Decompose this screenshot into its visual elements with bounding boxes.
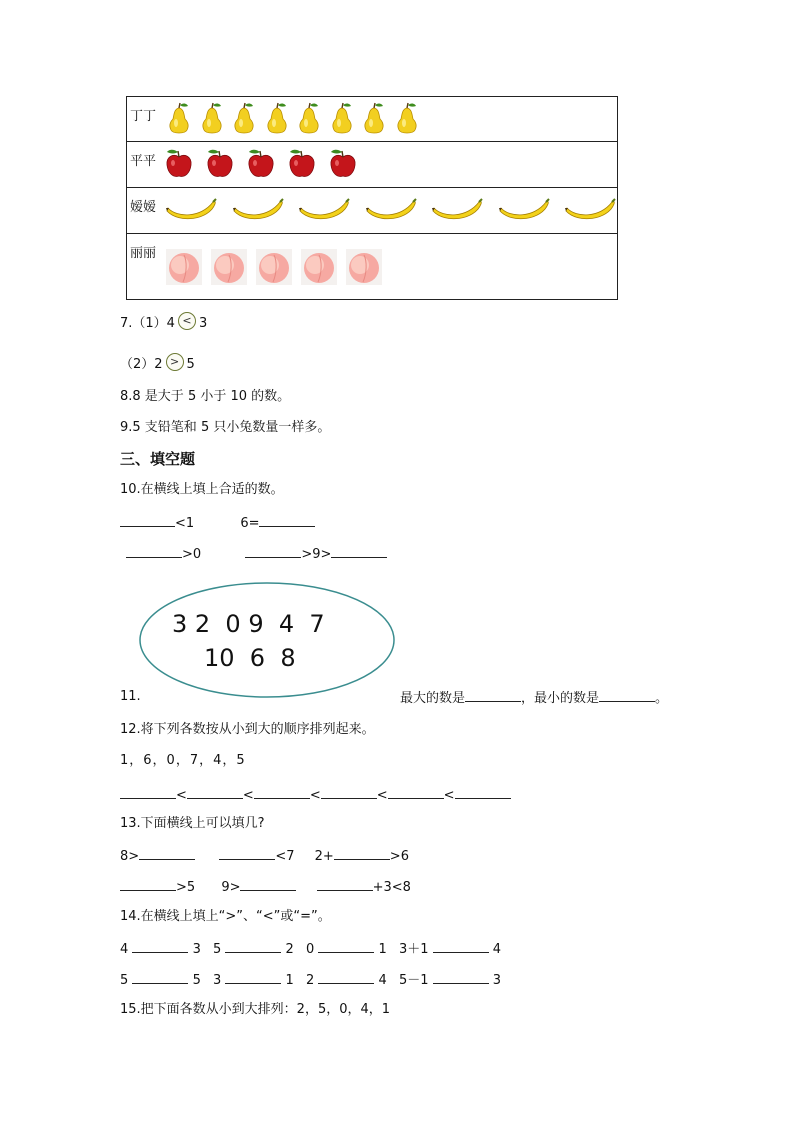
q14-value: 4 [120,942,129,957]
q12-numbers: 1，6，0，7，4，5 [120,753,246,768]
answer-blank[interactable] [321,785,377,799]
peach-icon [166,248,202,286]
answer-blank[interactable] [132,939,188,953]
answer-blank[interactable] [126,544,182,558]
answer-blank[interactable] [132,970,188,984]
q14-value: 2 [305,973,315,988]
answer-blank[interactable] [120,785,176,799]
pear-icon [263,100,291,136]
pear-row [163,97,617,141]
answer-blank[interactable] [465,688,521,702]
q10-r1b: 6= [240,516,260,531]
q14-value: 5 [192,973,201,988]
q14-value: 3 [192,942,201,957]
answer-blank[interactable] [245,544,301,558]
apple-icon [245,147,277,181]
q14-row2 [120,970,501,990]
q13-row2 [120,877,411,897]
table-row [127,187,617,233]
banana-icon [498,195,550,227]
pear-icon [360,100,388,136]
q7-p1-prefix: 7.（1）4 [120,316,175,331]
apple-row [163,142,617,187]
q13-r2c: +3<8 [372,880,411,895]
pear-icon [295,100,323,136]
apple-icon [327,147,359,181]
q11-number: 11. [120,689,141,704]
greater-than-circle-icon: > [166,353,184,371]
answer-blank[interactable] [334,846,390,860]
q13-r2a: >5 [176,880,196,895]
table-row [127,141,617,187]
peach-row [163,234,617,299]
banana-icon [232,195,284,227]
q14-value: 4 [378,973,387,988]
q14-value: 1 [378,942,387,957]
banana-icon [431,195,483,227]
q13-r1c: 2+ [314,849,334,864]
q14-value: 5 [212,942,222,957]
q10-r1a: <1 [175,516,195,531]
q15-text: 15.把下面各数从小到大排列：2，5，0，4，1 [120,1002,391,1017]
section-title: 三、填空题 [120,450,196,468]
q7-p2-prefix: （2）2 [120,357,163,372]
row-name: 嫒嫒 [130,200,157,215]
peach-icon [346,248,382,286]
q11-end: 。 [655,691,669,706]
pear-icon [328,100,356,136]
lt-sign: < [242,788,254,803]
q14-value: 2 [285,942,294,957]
answer-blank[interactable] [599,688,655,702]
q14-value: 4 [492,942,502,957]
apple-icon [204,147,236,181]
q7-part1 [120,312,207,333]
banana-icon [298,195,350,227]
fruit-table [126,96,618,300]
peach-icon [211,248,247,286]
q11-min-label: ，最小的数是 [521,691,600,706]
pear-icon [230,100,258,136]
answer-blank[interactable] [317,877,373,891]
lt-sign: < [376,788,388,803]
answer-blank[interactable] [120,513,175,527]
less-than-circle-icon: < [178,312,196,330]
number-ellipse [138,580,396,700]
answer-blank[interactable] [433,970,489,984]
pear-icon [165,100,193,136]
q10-r2b: >9> [301,547,332,562]
q12-title: 12.将下列各数按从小到大的顺序排列起来。 [120,722,375,737]
q7-p1-suffix: 3 [198,316,208,331]
q14-value: 1 [285,973,294,988]
lt-sign: < [176,788,187,803]
q14-row1 [120,939,501,959]
answer-blank[interactable] [318,939,374,953]
q11-text [400,688,668,708]
answer-blank[interactable] [318,970,374,984]
q13-r1a: 8> [120,849,140,864]
q13-r2b: 9> [221,880,241,895]
table-row [127,233,617,299]
q8-answer: 8.8 是大于 5 小于 10 的数。 [120,389,291,404]
answer-blank[interactable] [219,846,275,860]
row-name: 丽丽 [130,246,157,261]
q10-title: 10.在横线上填上合适的数。 [120,482,284,497]
answer-blank[interactable] [331,544,387,558]
q10-row1 [120,513,315,533]
pear-icon [393,100,421,136]
table-row [127,97,617,141]
lt-sign: < [443,788,455,803]
banana-icon [365,195,417,227]
apple-icon [163,147,195,181]
pear-icon [198,100,226,136]
q13-row1 [120,846,409,866]
q10-row2 [126,544,387,564]
q14-value: 3 [212,973,222,988]
answer-blank[interactable] [388,785,444,799]
q7-part2 [120,353,195,374]
peach-icon [256,248,292,286]
q14-value: 0 [305,942,315,957]
q11-max-label: 最大的数是 [400,691,466,706]
banana-icon [165,195,217,227]
q12-blanks [120,785,511,805]
ellipse-numbers-line2: 10 6 8 [204,644,296,672]
q14-value: 3 [492,973,502,988]
ellipse-numbers-line1: 3 2 0 9 4 7 [172,610,325,638]
q9-answer: 9.5 支铅笔和 5 只小兔数量一样多。 [120,420,331,435]
q14-value: 3＋1 [398,942,429,957]
row-name: 丁丁 [130,109,157,124]
answer-blank[interactable] [433,939,489,953]
row-name: 平平 [130,154,157,169]
answer-blank[interactable] [259,513,315,527]
answer-blank[interactable] [455,785,511,799]
answer-blank[interactable] [225,939,281,953]
q13-r1b: <7 [275,849,295,864]
q13-title: 13.下面横线上可以填几? [120,816,265,831]
q13-r1d: >6 [389,849,409,864]
q14-value: 5 [120,973,129,988]
q14-title: 14.在横线上填上“>”、“<”或“=”。 [120,909,331,924]
q10-r2a: >0 [182,547,202,562]
lt-sign: < [309,788,321,803]
banana-icon [564,195,616,227]
answer-blank[interactable] [225,970,281,984]
answer-blank[interactable] [187,785,243,799]
q14-value: 5－1 [398,973,429,988]
q7-p2-suffix: 5 [186,357,195,372]
banana-row [163,188,617,233]
peach-icon [301,248,337,286]
answer-blank[interactable] [254,785,310,799]
answer-blank[interactable] [120,877,176,891]
answer-blank[interactable] [139,846,195,860]
ellipse-outline [138,580,396,700]
apple-icon [286,147,318,181]
answer-blank[interactable] [240,877,296,891]
